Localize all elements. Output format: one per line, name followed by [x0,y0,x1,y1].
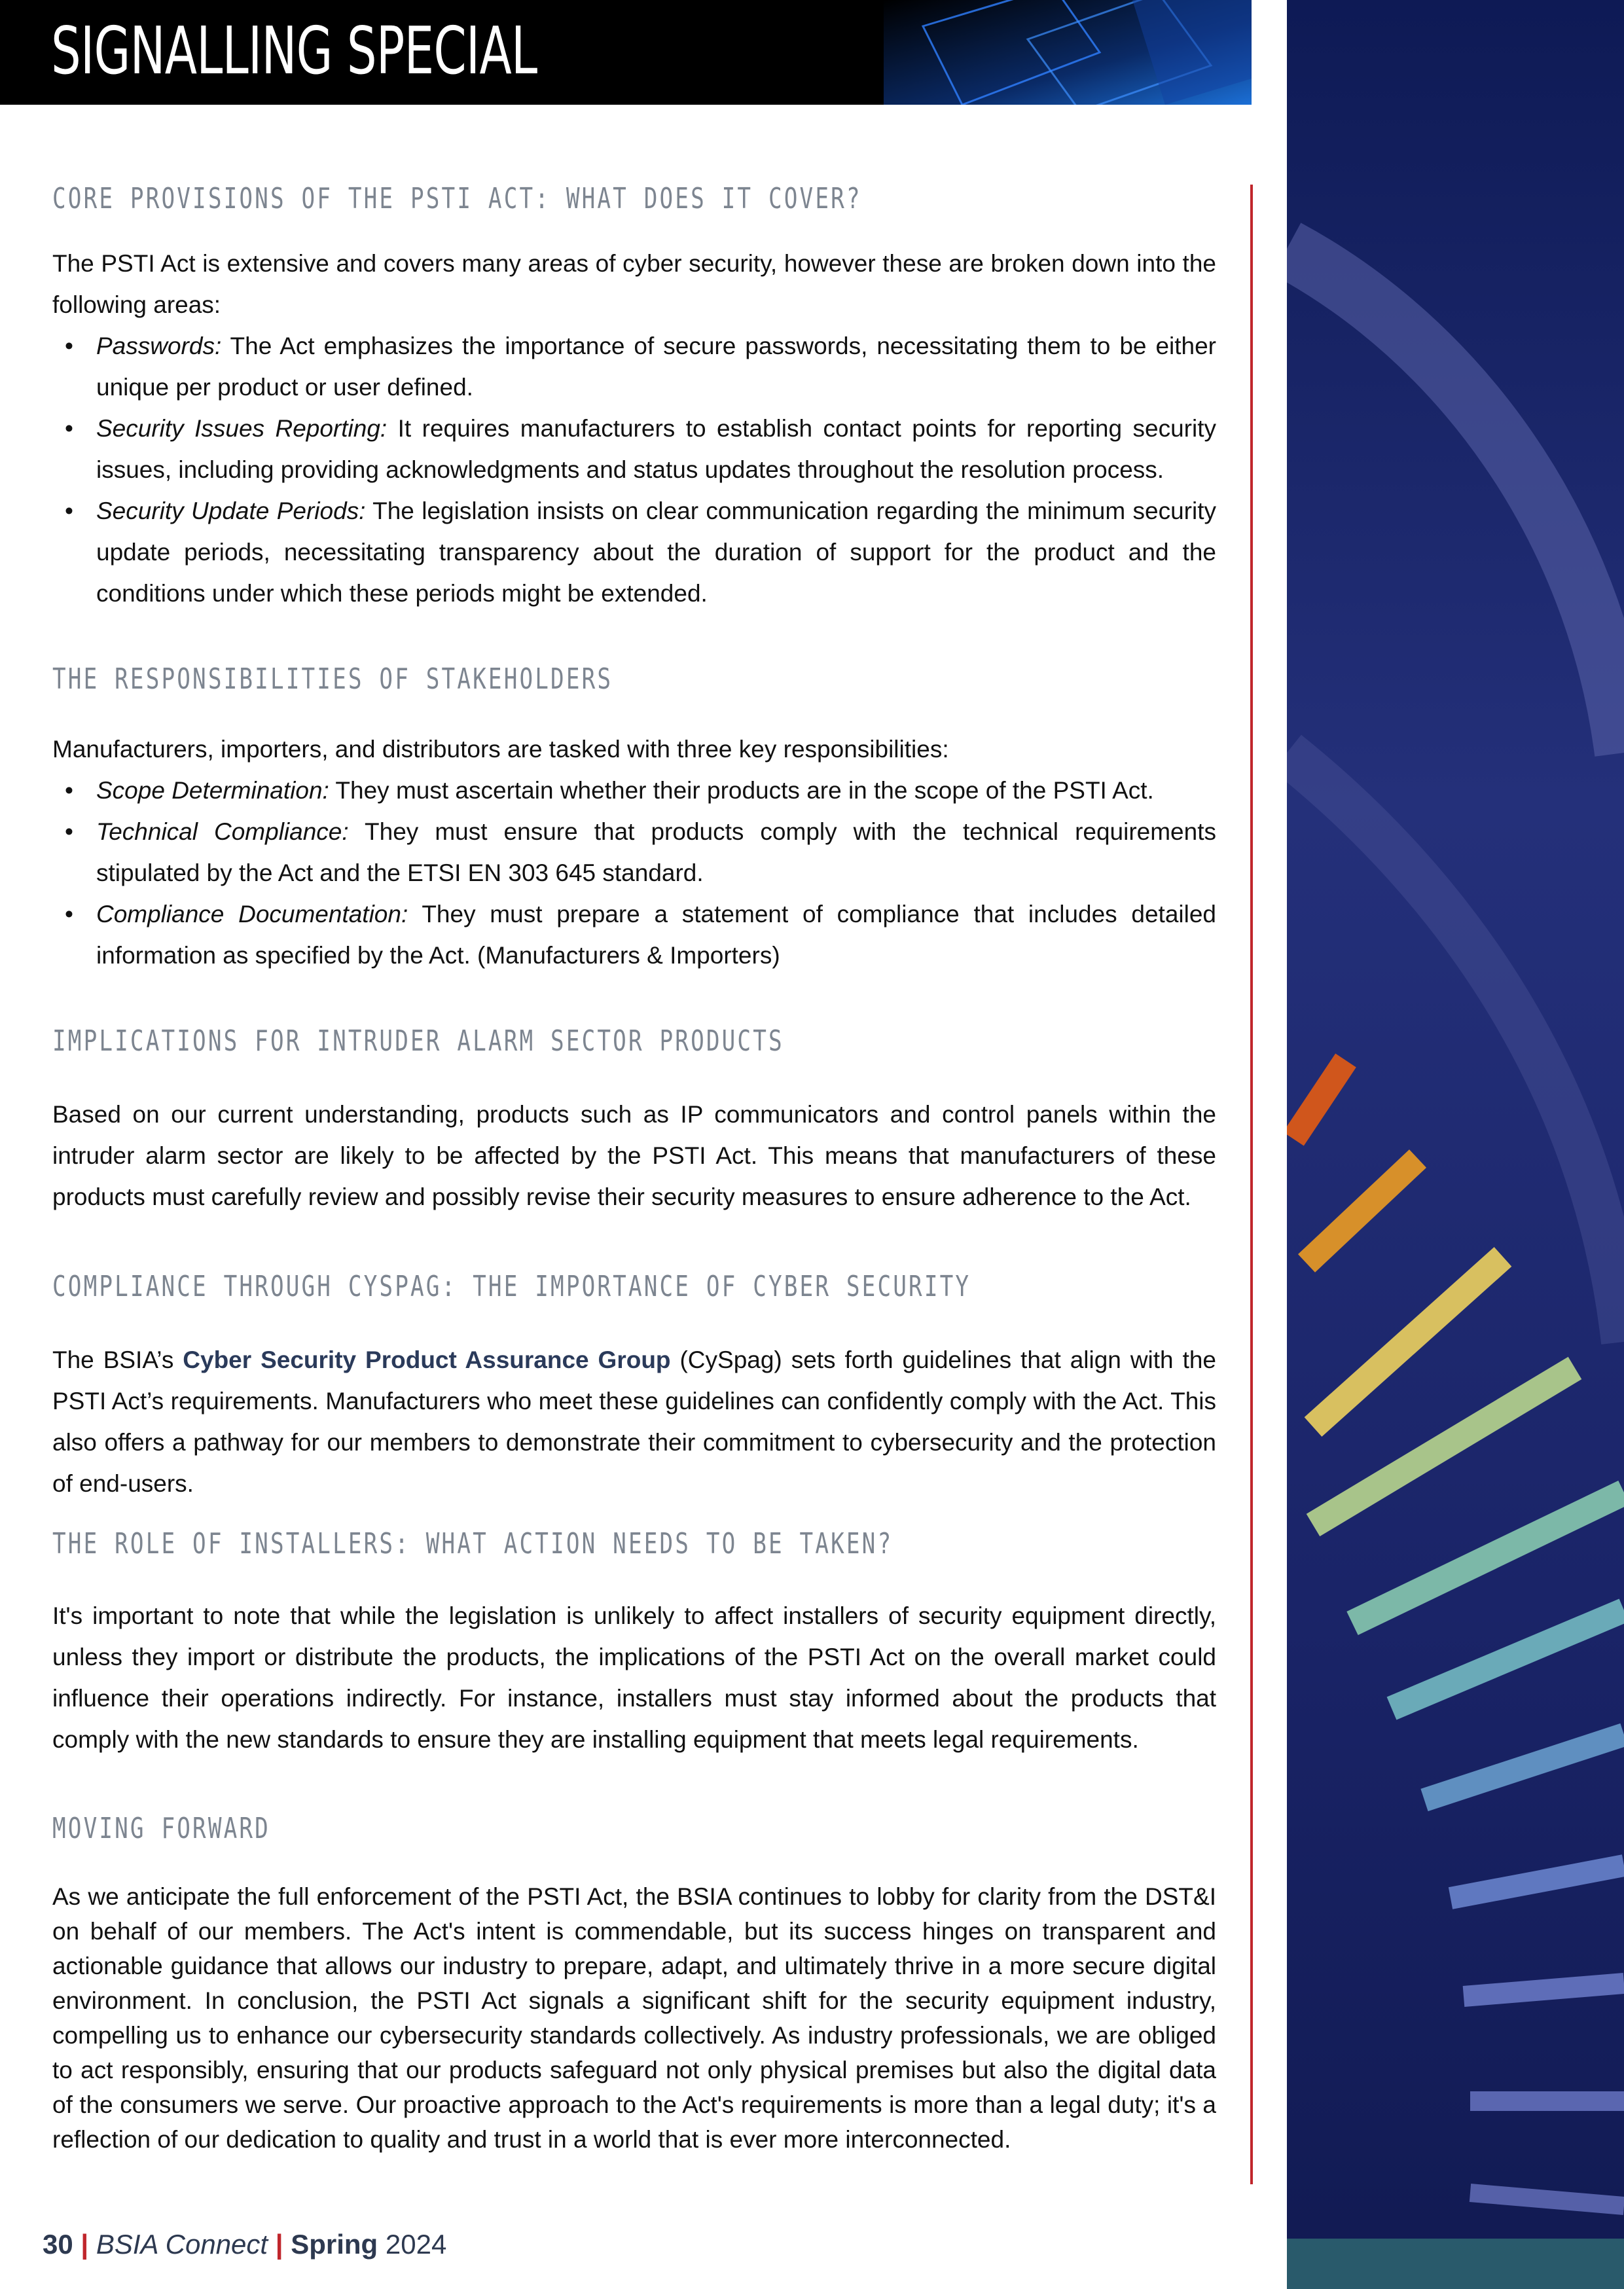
section-heading: THE RESPONSIBILITIES OF STAKEHOLDERS [52,662,613,696]
section-body: As we anticipate the full enforcement of the PSTI Act, the BSIA continues to lobby for clarity from the DST&I on behalf of our members. The Act's intent is commendable, but its success hinges on transparent and actionable guidance that allows our industry to prepare, adapt, and ultimately thrive in a more secure digital environment. In conclusion, the PSTI Act signals a significant shift for the security equipment industry, compelling us to enhance our cybersecurity standards collectively. As industry professionals, we are obliged to act responsibly, ensuring that our products safeguard not only physical premises but also the digital data of the consumers we serve. Our proactive approach to the Act's requirements is more than a legal duty; it's a reflection of our dedication to quality and trust in a world that is ever more interconnected. [52,1883,1216,2153]
header-title: SIGNALLING SPECIAL [51,12,537,89]
issue-year: 2024 [385,2229,447,2260]
list-item: • Passwords: The Act emphasizes the importance of secure passwords, necessitating them to be either unique per product or user defined. [65,333,1216,401]
header-decoration [884,0,1252,105]
page-number: 30 [43,2229,73,2260]
header-band [0,0,1252,105]
list-item: • Security Issues Reporting: It requires manufacturers to establish contact points for reporting security issues, including providing acknowledgments and status updates throughout the resolution process. [65,415,1217,483]
list-item: • Security Update Periods: The legislation insists on clear communication regarding the minimum security update periods, necessitating transparency about the duration of support for the product and the conditions under which these periods might be extended. [65,497,1216,607]
section-heading: MOVING FORWARD [52,1812,270,1845]
vertical-rule [1250,185,1253,2184]
section-installers [52,1527,1216,1760]
section-moving-forward [52,1812,1216,2157]
section-intro: The PSTI Act is extensive and covers many areas of cyber security, however these are broken down into the following areas: [52,250,1216,318]
list-item: • Scope Determination: They must ascertain whether their products are in the scope of the PSTI Act. [65,777,1154,804]
cyspag-link[interactable]: Cyber Security Product Assurance Group [183,1346,671,1373]
page-footer: 30 | BSIA Connect | Spring 2024 [43,2229,447,2260]
section-heading: IMPLICATIONS FOR INTRUDER ALARM SECTOR PRODUCTS [52,1024,784,1058]
section-core-provisions [52,182,1216,614]
section-intro: Manufacturers, importers, and distributors are tasked with three key responsibilities: [52,736,949,763]
section-heading: THE ROLE OF INSTALLERS: WHAT ACTION NEEDS TO BE TAKEN? [52,1527,893,1560]
issue-season: Spring [291,2229,378,2260]
section-body: It's important to note that while the legislation is unlikely to affect installers of security equipment directly, unless they import or distribute the products, the implications of the PSTI Act on the overall market could influence their operations indirectly. For instance, installers must stay informed about the products that comply with the new standards to ensure they are installing equipment that meets legal requirements. [52,1602,1216,1753]
section-heading: CORE PROVISIONS OF THE PSTI ACT: WHAT DOES IT COVER? [52,182,862,215]
section-responsibilities [52,662,1216,976]
section-heading: COMPLIANCE THROUGH CYSPAG: THE IMPORTANCE OF CYBER SECURITY [52,1270,971,1303]
bullet-list [52,770,1216,976]
side-decoration-panel [1287,0,1624,2289]
bullet-list [52,325,1216,614]
section-cyspag [52,1270,1216,1504]
section-body: The BSIA’s Cyber Security Product Assurance Group (CySpag) sets forth guidelines that align with the PSTI Act’s requirements. Manufacturers who meet these guidelines can confidently comply with the Act. This also offers a pathway for our members to demonstrate their commitment to cybersecurity and the protection of end-users. [52,1346,1216,1497]
publication-name: BSIA Connect [96,2229,268,2260]
list-item: • Compliance Documentation: They must prepare a statement of compliance that includes detailed information as specified by the Act. (Manufacturers & Importers) [65,901,1216,969]
section-body: Based on our current understanding, products such as IP communicators and control panels within the intruder alarm sector are likely to be affected by the PSTI Act. This means that manufacturers of these products must carefully review and possibly revise their security measures to ensure adherence to the Act. [52,1101,1216,1210]
list-item: • Technical Compliance: They must ensure that products comply with the technical requirements stipulated by the Act and the ETSI EN 303 645 standard. [65,818,1216,886]
section-implications [52,1024,1216,1217]
